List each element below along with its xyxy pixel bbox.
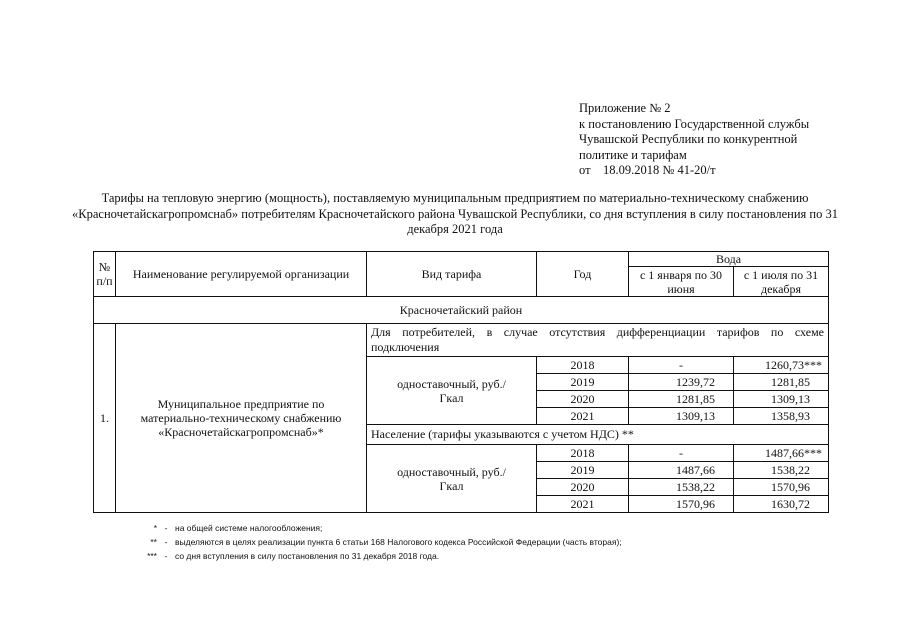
- year-cell: 2020: [537, 391, 629, 408]
- value-cell: 1239,72: [629, 374, 734, 391]
- value-cell: -: [629, 357, 734, 374]
- footnote-text: на общей системе налогообложения;: [175, 523, 323, 533]
- tariff-type-cell: одноставочный, руб./Гкал: [367, 357, 537, 425]
- footnote: [135, 535, 622, 549]
- header-period-1: с 1 января по 30 июня: [629, 267, 734, 297]
- footnote-dash: -: [164, 551, 168, 561]
- header-org: Наименование регулируемой организации: [116, 252, 367, 297]
- value-cell: 1358,93: [734, 408, 829, 425]
- row-number: 1.: [94, 324, 116, 513]
- footnote-text: со дня вступления в силу постановления по 31 декабря 2018 года.: [175, 551, 440, 561]
- consumer-group-label: Население (тарифы указываются с учетом НДС) **: [367, 425, 829, 445]
- value-cell: 1309,13: [629, 408, 734, 425]
- year-cell: 2018: [537, 357, 629, 374]
- value-cell: 1487,66: [629, 462, 734, 479]
- value-cell: 1570,96: [629, 496, 734, 513]
- value-cell: 1281,85: [734, 374, 829, 391]
- header-tariff-type: Вид тарифа: [367, 252, 537, 297]
- footnote-mark: *: [153, 523, 157, 533]
- year-cell: 2019: [537, 462, 629, 479]
- footnote-text: выделяются в целях реализации пункта 6 статьи 168 Налогового кодекса Российской Федерации (часть вторая);: [175, 537, 622, 547]
- region-row: Красночетайский район: [94, 297, 829, 324]
- annex-line: Приложение № 2: [579, 101, 671, 115]
- footnote-mark: **: [150, 537, 157, 547]
- annex-line: политике и тарифам: [579, 147, 687, 162]
- org-name: Муниципальное предприятие по материально-техническому снабжению «Красночетайскагропромснаб»*: [116, 324, 367, 513]
- tariff-table: [93, 251, 829, 513]
- annex-line: Чувашской Республики по конкурентной: [579, 132, 798, 146]
- value-cell: 1538,22: [629, 479, 734, 496]
- year-cell: 2020: [537, 479, 629, 496]
- value-cell: 1260,73***: [734, 357, 829, 374]
- header-year: Год: [537, 252, 629, 297]
- year-cell: 2021: [537, 408, 629, 425]
- document-title: Тарифы на тепловую энергию (мощность), поставляемую муниципальным предприятием по материально-техническому снабжению «Красночетайскагропромснаб» потребителям Красночетайского района Чувашской Республики, со дня вступления в силу постановления по 31 декабря 2021 года: [72, 191, 838, 236]
- footnote-dash: -: [164, 523, 168, 533]
- value-cell: 1570,96: [734, 479, 829, 496]
- tariff-type-cell: одноставочный, руб./Гкал: [367, 445, 537, 513]
- value-cell: 1630,72: [734, 496, 829, 513]
- value-cell: 1309,13: [734, 391, 829, 408]
- header-period-2: с 1 июля по 31 декабря: [734, 267, 829, 297]
- annex-block: [579, 101, 809, 179]
- year-cell: 2018: [537, 445, 629, 462]
- value-cell: -: [629, 445, 734, 462]
- consumer-group-label: Для потребителей, в случае отсутствия дифференциации тарифов по схеме подключения: [367, 324, 829, 357]
- value-cell: 1281,85: [629, 391, 734, 408]
- year-cell: 2021: [537, 496, 629, 513]
- footnote: [135, 521, 622, 535]
- annex-line: от 18.09.2018 № 41-20/т: [579, 163, 716, 177]
- value-cell: 1487,66***: [734, 445, 829, 462]
- year-cell: 2019: [537, 374, 629, 391]
- footnotes: [135, 521, 622, 563]
- header-number: № п/п: [94, 252, 116, 297]
- value-cell: 1538,22: [734, 462, 829, 479]
- annex-line: к постановлению Государственной службы: [579, 116, 810, 131]
- footnote-mark: ***: [147, 551, 157, 561]
- header-water: Вода: [629, 252, 829, 267]
- footnote: [135, 549, 622, 563]
- footnote-dash: -: [164, 537, 168, 547]
